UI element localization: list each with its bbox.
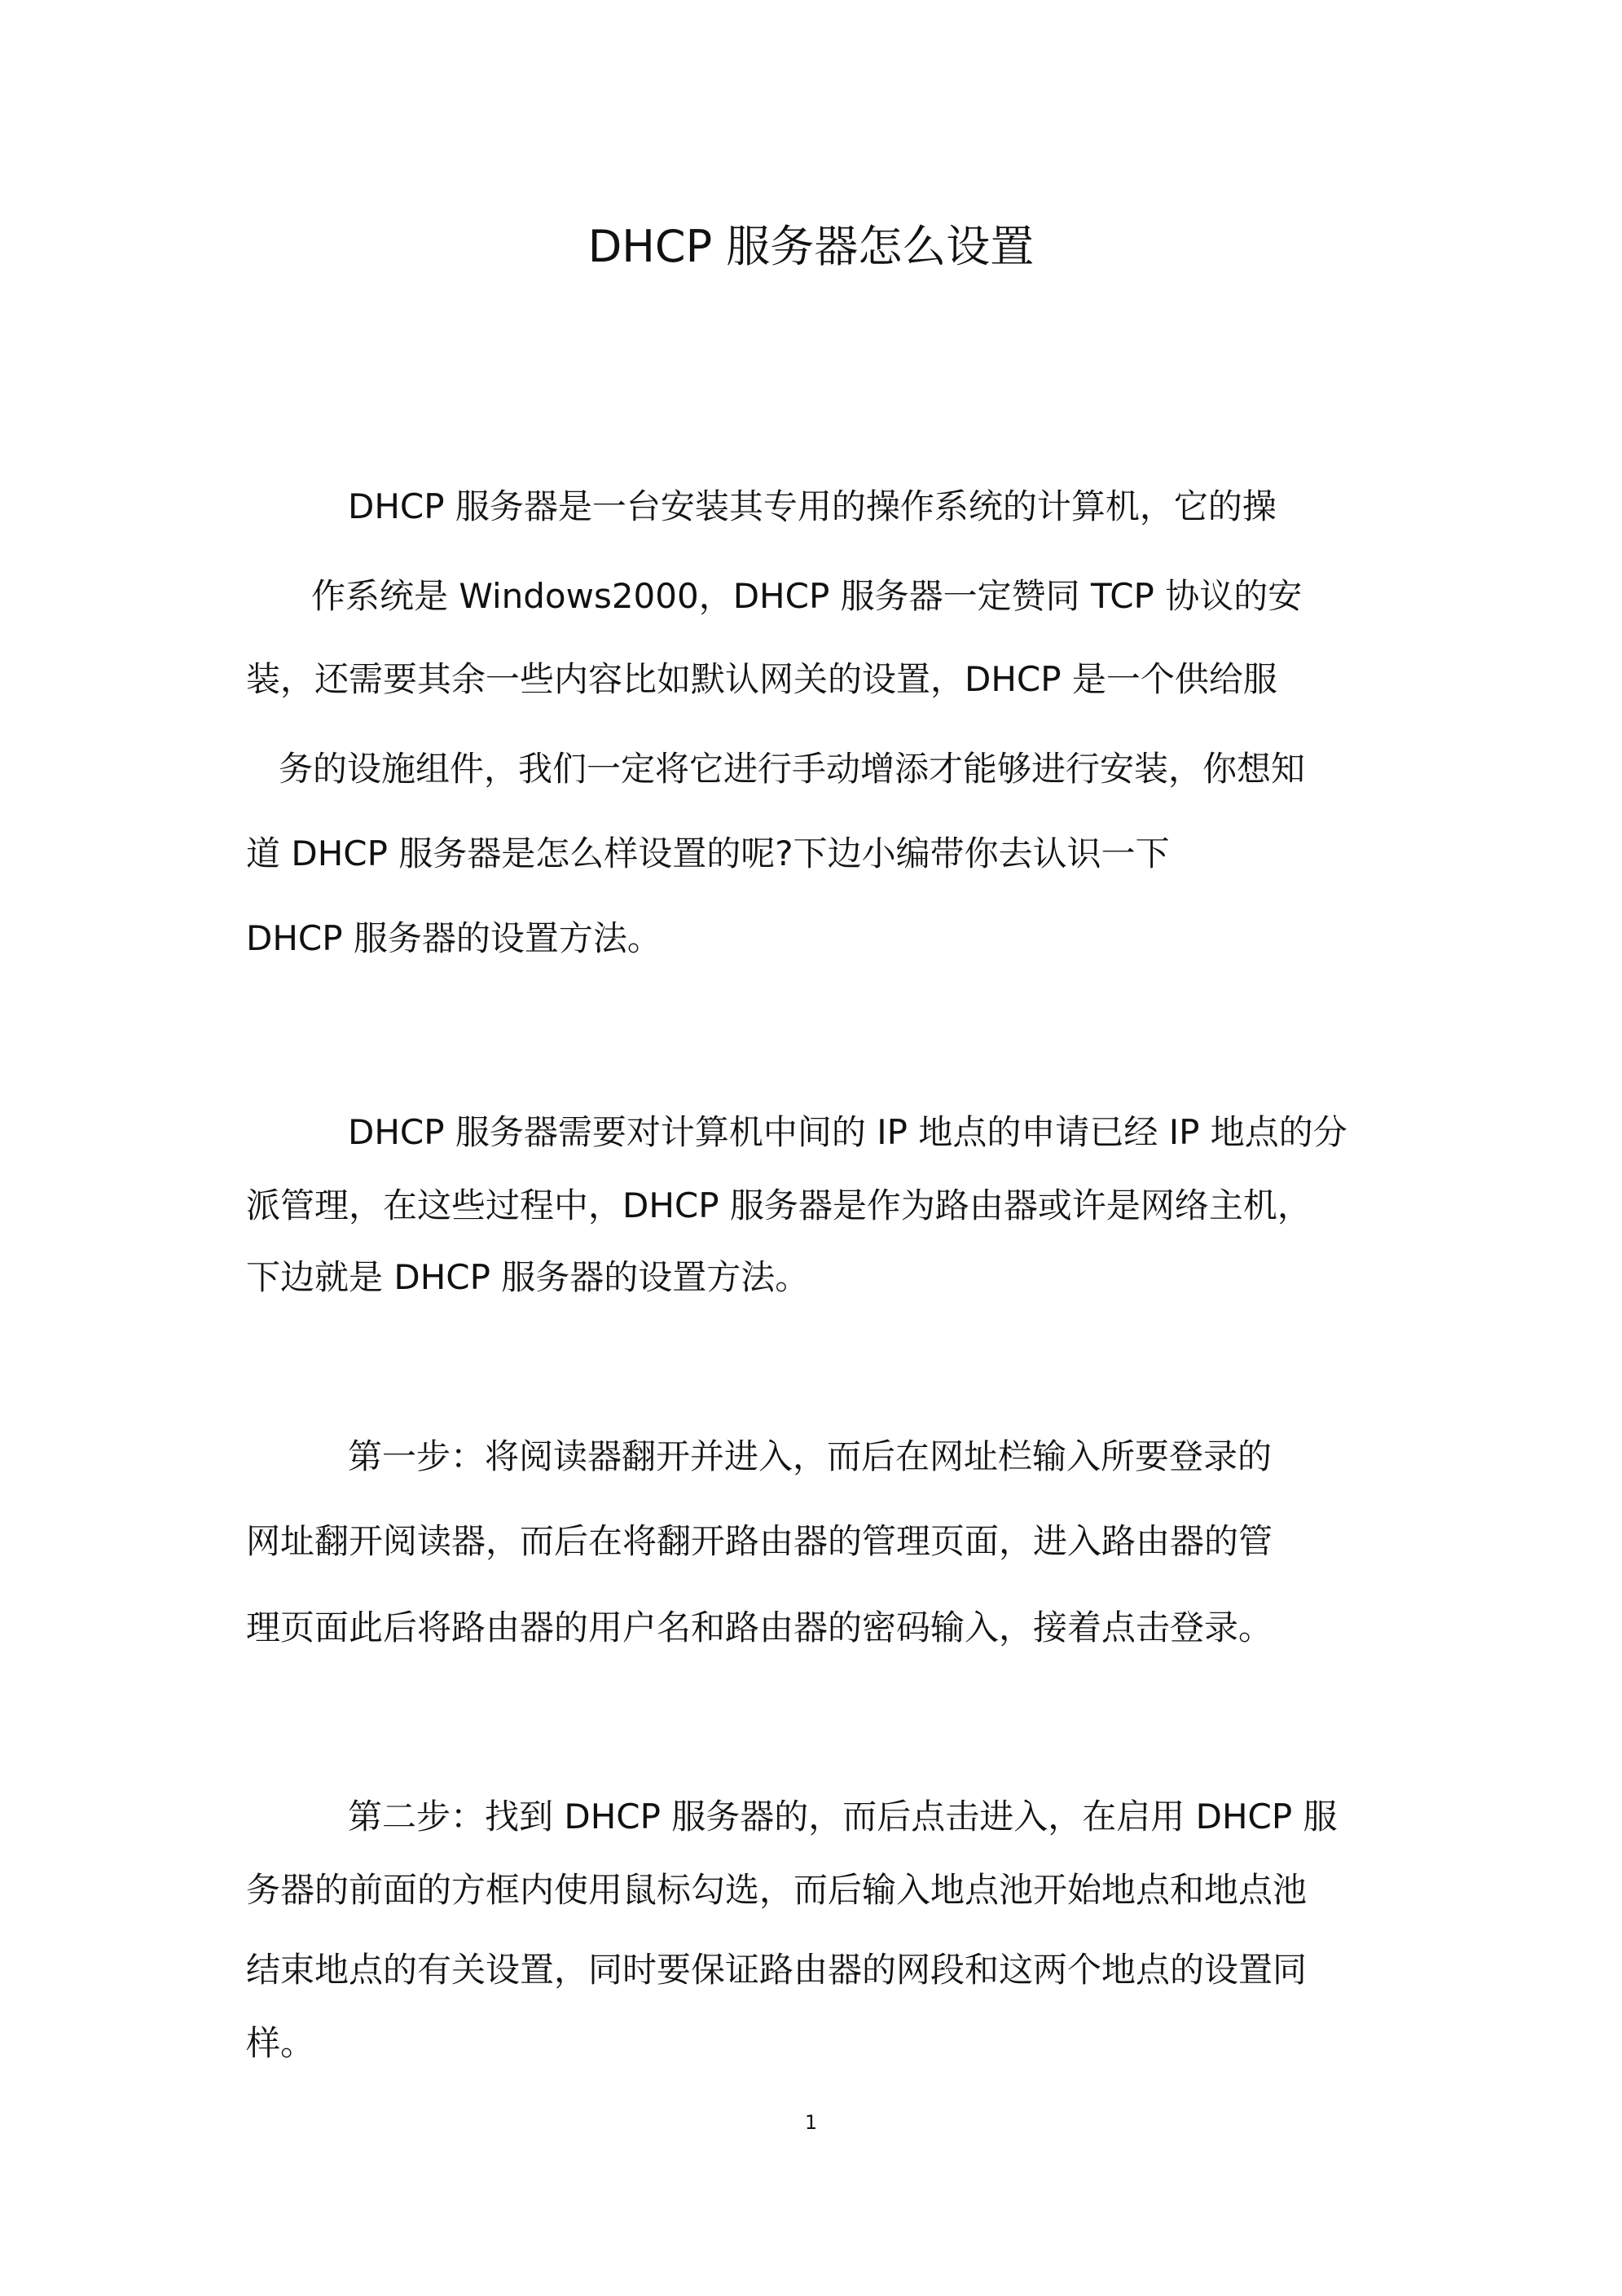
paragraph-1-line-2: 作系统是 Windows2000，DHCP 服务器一定赞同 TCP 协议的安 xyxy=(311,576,1303,616)
paragraph-4-line-4: 样。 xyxy=(246,2023,315,2063)
paragraph-3-line-3: 理页面此后将路由器的用户名和路由器的密码输入，接着点击登录。 xyxy=(246,1608,1273,1647)
paragraph-2-line-3: 下边就是 DHCP 服务器的设置方法。 xyxy=(246,1257,810,1297)
paragraph-2-line-1: DHCP 服务器需要对计算机中间的 IP 地点的申请已经 IP 地点的分 xyxy=(348,1112,1347,1152)
paragraph-3-line-1: 第一步：将阅读器翻开并进入，而后在网址栏输入所要登录的 xyxy=(348,1436,1273,1476)
page-number: 1 xyxy=(804,2111,818,2134)
paragraph-4-line-3: 结束地点的有关设置，同时要保证路由器的网段和这两个地点的设置同 xyxy=(246,1950,1308,1990)
paragraph-4-line-1: 第二步：找到 DHCP 服务器的，而后点击进入，在启用 DHCP 服 xyxy=(348,1797,1338,1836)
document-title: DHCP 服务器怎么设置 xyxy=(587,221,1035,272)
paragraph-1-line-6: DHCP 服务器的设置方法。 xyxy=(246,918,662,958)
paragraph-1-line-4: 务的设施组件，我们一定将它进行手动增添才能够进行安装，你想知 xyxy=(279,749,1306,789)
paragraph-2-line-2: 派管理，在这些过程中，DHCP 服务器是作为路由器或许是网络主机， xyxy=(246,1185,1312,1225)
paragraph-1-line-3: 装，还需要其余一些内容比如默认网关的设置，DHCP 是一个供给服 xyxy=(246,659,1277,699)
paragraph-3-line-2: 网址翻开阅读器，而后在将翻开路由器的管理页面，进入路由器的管 xyxy=(246,1521,1273,1561)
paragraph-1-line-5: 道 DHCP 服务器是怎么样设置的呢?下边小编带你去认识一下 xyxy=(246,834,1170,873)
paragraph-1-line-1: DHCP 服务器是一台安装其专用的操作系统的计算机，它的操 xyxy=(348,486,1277,526)
paragraph-4-line-2: 务器的前面的方框内使用鼠标勾选，而后输入地点池开始地点和地点池 xyxy=(246,1870,1308,1910)
